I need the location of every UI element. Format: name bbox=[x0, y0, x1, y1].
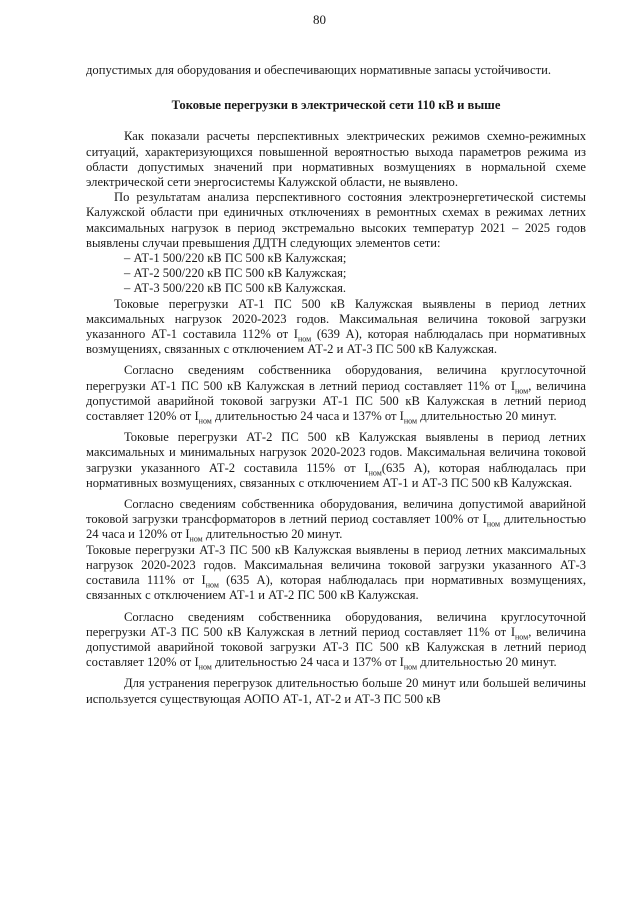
paragraph-at3-limits: Согласно сведениям собственника оборудования, величина круглосуточной перегрузки АТ-3 ПС 500 кВ Калужская в летний период составляет 11% от $I_{ном}$, величина допустимой аварийной токовой загрузки АТ-3 ПС 500 кВ Калужская в летний период составляет 120% от $I_{ном}$ длительностью 24 часа и 137% от $I_{ном}$ длительностью 20 минут. bbox=[86, 609, 586, 672]
page-body bbox=[86, 63, 586, 707]
paragraph-at1-limits: Согласно сведениям собственника оборудования, величина круглосуточной перегрузки АТ-1 ПС 500 кВ Калужская в летний период составляет 11% от $I_{ном}$, величина допустимой аварийной токовой загрузки АТ-1 ПС 500 кВ Калужская в летний период составляет 120% от $I_{ном}$ длительностью 24 часа и 137% от $I_{ном}$ длительностью 20 минут. bbox=[86, 363, 586, 426]
paragraph-at1-overload: Токовые перегрузки АТ-1 ПС 500 кВ Калужская выявлены в период летних максимальных нагрузок 2020-2023 годов. Максимальная величина токовой загрузки указанного АТ-1 составила 112% от $I_{ном}$ (639 А), которая наблюдалась при нормативных возмущениях, связанных с отключением АТ-2 и АТ-3 ПС 500 кВ Калужская. bbox=[86, 296, 586, 357]
paragraph-at3-overload: Токовые перегрузки АТ-3 ПС 500 кВ Калужская выявлены в период летних максимальных нагрузок 2020-2023 годов. Максимальная величина токовой загрузки указанного АТ-3 составила 111% от $I_{ном}$ (635 А), которая наблюдалась при нормативных возмущениях, связанных с отключением АТ-1 и АТ-2 ПС 500 кВ Калужская. bbox=[86, 542, 586, 603]
paragraph-at2-limits: Согласно сведениям собственника оборудования, величина допустимой аварийной токовой загрузки трансформаторов в летний период составляет 100% от $I_{ном}$ длительностью 24 часа и 120% от $I_{ном}$ длительностью 20 минут. bbox=[86, 497, 586, 544]
page-number: 80 bbox=[313, 12, 326, 27]
list-item: – АТ-3 500/220 кВ ПС 500 кВ Калужская. bbox=[124, 281, 347, 296]
list-item: – АТ-1 500/220 кВ ПС 500 кВ Калужская; bbox=[124, 251, 347, 266]
intro-tail-paragraph: допустимых для оборудования и обеспечивающих нормативные запасы устойчивости. bbox=[86, 63, 552, 77]
section-heading: Токовые перегрузки в электрической сети 110 кВ и выше bbox=[171, 98, 501, 113]
overloaded-elements-list bbox=[86, 251, 586, 297]
paragraph-1: Как показали расчеты перспективных электрических режимов схемно-режимных ситуаций, характеризующихся повышенной вероятностью выхода параметров режима из области допустимых значений при нормативных возмущениях в нормальной схеме электрической сети энергосистемы Калужской области, не выявлено. bbox=[86, 129, 586, 190]
list-item: – АТ-2 500/220 кВ ПС 500 кВ Калужская; bbox=[124, 266, 347, 281]
paragraph-2: По результатам анализа перспективного состояния электроэнергетической системы Калужской области при единичных отключениях в ремонтных схемах в режимах летних максимальных нагрузок в период экстремально высоких температур 2021 – 2025 годов выявлены случаи превышения ДДТН следующих элементов сети: bbox=[86, 190, 586, 250]
paragraph-aopo: Для устранения перегрузок длительностью больше 20 минут или большей величины используется существующая АОПО АТ-1, АТ-2 и АТ-3 ПС 500 кВ bbox=[86, 676, 586, 706]
paragraph-at2-overload: Токовые перегрузки АТ-2 ПС 500 кВ Калужская выявлены в период летних максимальных и минимальных нагрузок 2020-2023 годов. Максимальная величина токовой загрузки указанного АТ-2 составила 115% от $I_{ном}(635$ А), которая наблюдалась при нормативных возмущениях, связанных с отключением АТ-1 и АТ-3 ПС 500 кВ Калужская. bbox=[86, 430, 586, 490]
